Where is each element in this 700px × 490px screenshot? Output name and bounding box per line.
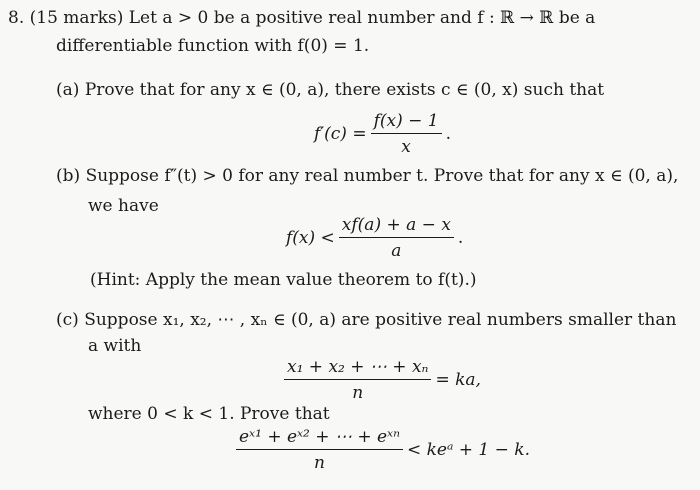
part-c-line1: Suppose x₁, x₂, ⋯ , xₙ ∈ (0, a) are positive real numbers smaller than [84, 310, 677, 330]
part-c-statement [56, 310, 676, 330]
part-b-denominator: a [391, 241, 402, 261]
problem-header [8, 8, 595, 28]
part-a-text: Prove that for any x ∈ (0, a), there exists c ∈ (0, x) such that [84, 80, 605, 100]
part-b-numerator: xf(a) + a − x [341, 215, 451, 235]
part-c-label: (c) [56, 310, 79, 330]
part-c-line2: a with [88, 336, 142, 356]
part-c-numerator2: eˣ¹ + eˣ² + ⋯ + eˣⁿ [239, 427, 400, 447]
problem-number: 8. [8, 8, 25, 28]
part-a-statement [56, 80, 604, 100]
part-c-formula1 [280, 358, 481, 402]
part-a-formula-tail: . [445, 124, 452, 144]
part-c-denominator1: n [352, 383, 364, 403]
part-b-statement [56, 166, 678, 186]
part-a-label: (a) [56, 80, 80, 100]
part-b-label: (b) [56, 166, 81, 186]
part-b-formula-tail: . [457, 228, 464, 248]
part-c-numerator1: x₁ + x₂ + ⋯ + xₙ [287, 357, 429, 377]
part-a-numerator: f(x) − 1 [373, 111, 439, 131]
part-c-formula2-rhs: < keᵃ + 1 − k. [406, 440, 530, 460]
part-c-formula2 [232, 428, 530, 472]
part-b-hint: (Hint: Apply the mean value theorem to f(t).) [90, 270, 477, 290]
part-b-formula [286, 216, 463, 260]
part-c-line3: where 0 < k < 1. Prove that [88, 404, 330, 424]
part-c-fraction1 [284, 358, 431, 402]
part-b-line1: Suppose f″(t) > 0 for any real number t. Prove that for any x ∈ (0, a), [85, 166, 679, 186]
part-c-denominator2: n [314, 453, 325, 473]
part-a-formula [314, 112, 451, 156]
part-c-fraction2 [236, 428, 403, 472]
part-a-formula-lhs: f′(c) = [314, 124, 367, 144]
part-b-fraction [339, 216, 454, 260]
problem-marks: (15 marks) [29, 8, 124, 28]
part-b-line2: we have [88, 196, 159, 216]
part-a-denominator: x [401, 137, 411, 157]
part-b-formula-lhs: f(x) < [286, 228, 335, 248]
problem-intro-line1: Let a > 0 be a positive real number and f : ℝ → ℝ be a [128, 8, 596, 28]
problem-intro-line2: differentiable function with f(0) = 1. [56, 36, 370, 56]
part-a-fraction [371, 112, 442, 156]
part-c-formula1-rhs: = ka, [435, 370, 481, 390]
